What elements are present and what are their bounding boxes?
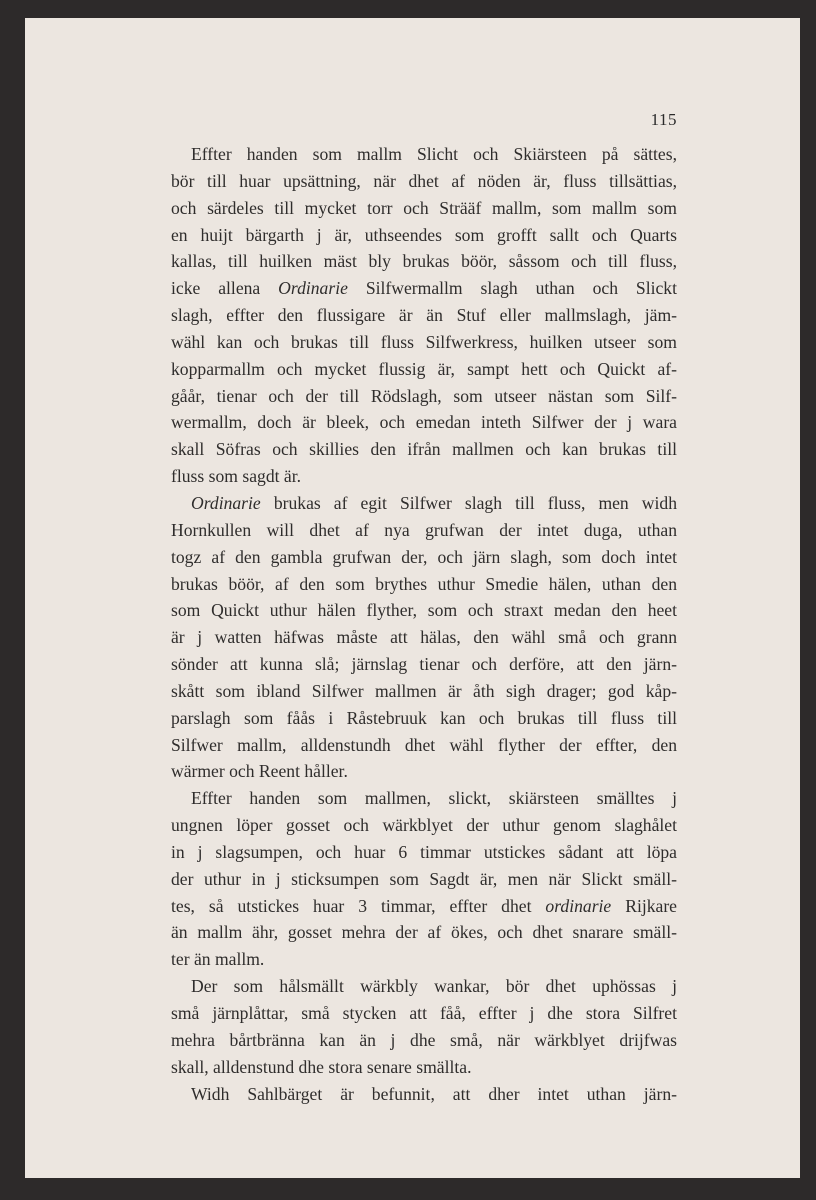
text-line: som Quickt uthur hälen flyther, som och straxt medan den heet xyxy=(171,600,677,621)
text-line: icke allena Ordinarie Silfwermallm slagh uthan och Slickt xyxy=(171,278,677,299)
text-line: Widh Sahlbärget är befunnit, att dher intet uthan järn- xyxy=(191,1083,677,1104)
text-line: wermallm, doch är bleek, och emedan inteth Silfwer der j wara xyxy=(171,412,677,433)
text-line: slagh, effter den flussigare är än Stuf eller mallmslagh, jäm- xyxy=(171,305,677,326)
text-line: är j watten häfwas måste att hälas, den wähl små och grann xyxy=(171,627,677,648)
text-line: wärmer och Reent håller. xyxy=(171,761,348,782)
text-line: Ordinarie brukas af egit Silfwer slagh till fluss, men widh xyxy=(191,492,677,513)
text-line: ter än mallm. xyxy=(171,949,265,970)
page-number: 115 xyxy=(650,110,677,129)
text-line: en huijt bärgarth j är, uthseendes som grofft sallt och Quarts xyxy=(171,224,677,245)
text-line: än mallm ähr, gosset mehra der af ökes, och dhet snarare smäll- xyxy=(171,922,677,943)
text-line: wähl kan och brukas till fluss Silfwerkress, huilken utseer som xyxy=(171,331,677,352)
text-line: mehra bårtbränna kan än j dhe små, när wärkblyet drijfwas xyxy=(171,1029,677,1050)
text-line: tes, så utstickes huar 3 timmar, effter dhet ordinarie Rijkare xyxy=(171,895,677,916)
text-line: bör till huar upsättning, när dhet af nöden är, fluss tillsättias, xyxy=(171,170,677,191)
text-line: små järnplåttar, små stycken att fåå, effter j dhe stora Silfret xyxy=(171,1003,677,1023)
text-line: skått som ibland Silfwer mallmen är åth sigh drager; god kåp- xyxy=(171,680,677,701)
text-line: in j slagsumpen, och huar 6 timmar utstickes sådant att löpa xyxy=(171,841,677,862)
italic-term: Ordinarie xyxy=(191,492,261,513)
text-line: kallas, till huilken mäst bly brukas böör, såssom och till fluss, xyxy=(171,251,677,272)
text-line: skall Söfras och skillies den ifrån mallmen och kan brukas till xyxy=(171,439,677,460)
text-line: Silfwer mallm, alldenstundh dhet wähl flyther der effter, den xyxy=(171,734,677,755)
document-page xyxy=(25,18,800,1178)
text-line: skall, alldenstund dhe stora senare smällta. xyxy=(171,1056,472,1077)
text-line: brukas böör, af den som brythes uthur Smedie hälen, uthan den xyxy=(171,573,677,594)
text-line: gåår, tienar och der till Rödslagh, som utseer nästan som Silf- xyxy=(171,385,677,406)
text-line: fluss som sagdt är. xyxy=(171,466,301,487)
text-line: Der som hålsmällt wärkbly wankar, bör dhet uphössas j xyxy=(191,976,677,997)
body-text xyxy=(171,141,677,1107)
italic-term: Ordinarie xyxy=(278,278,348,299)
text-line: och särdeles till mycket torr och Strääf mallm, som mallm som xyxy=(171,197,677,218)
italic-term: ordinarie xyxy=(545,895,612,916)
text-line: Effter handen som mallm Slicht och Skiärsteen på sättes, xyxy=(191,144,677,164)
text-line: kopparmallm och mycket flussig är, sampt hett och Quickt af- xyxy=(171,358,677,379)
text-line: Hornkullen will dhet af nya grufwan der intet duga, uthan xyxy=(171,519,677,540)
text-line: der uthur in j sticksumpen som Sagdt är, men när Slickt smäll- xyxy=(171,868,677,889)
text-line: Effter handen som mallmen, slickt, skiärsteen smälltes j xyxy=(191,788,677,809)
text-line: sönder att kunna slå; järnslag tienar och derföre, att den järn- xyxy=(171,654,677,675)
text-line: ungnen löper gosset och wärkblyet der uthur genom slaghålet xyxy=(171,815,677,836)
text-line: parslagh som fåås i Råstebruuk kan och brukas till fluss till xyxy=(171,707,677,728)
text-line: togz af den gambla grufwan der, och järn slagh, som doch intet xyxy=(171,546,677,567)
